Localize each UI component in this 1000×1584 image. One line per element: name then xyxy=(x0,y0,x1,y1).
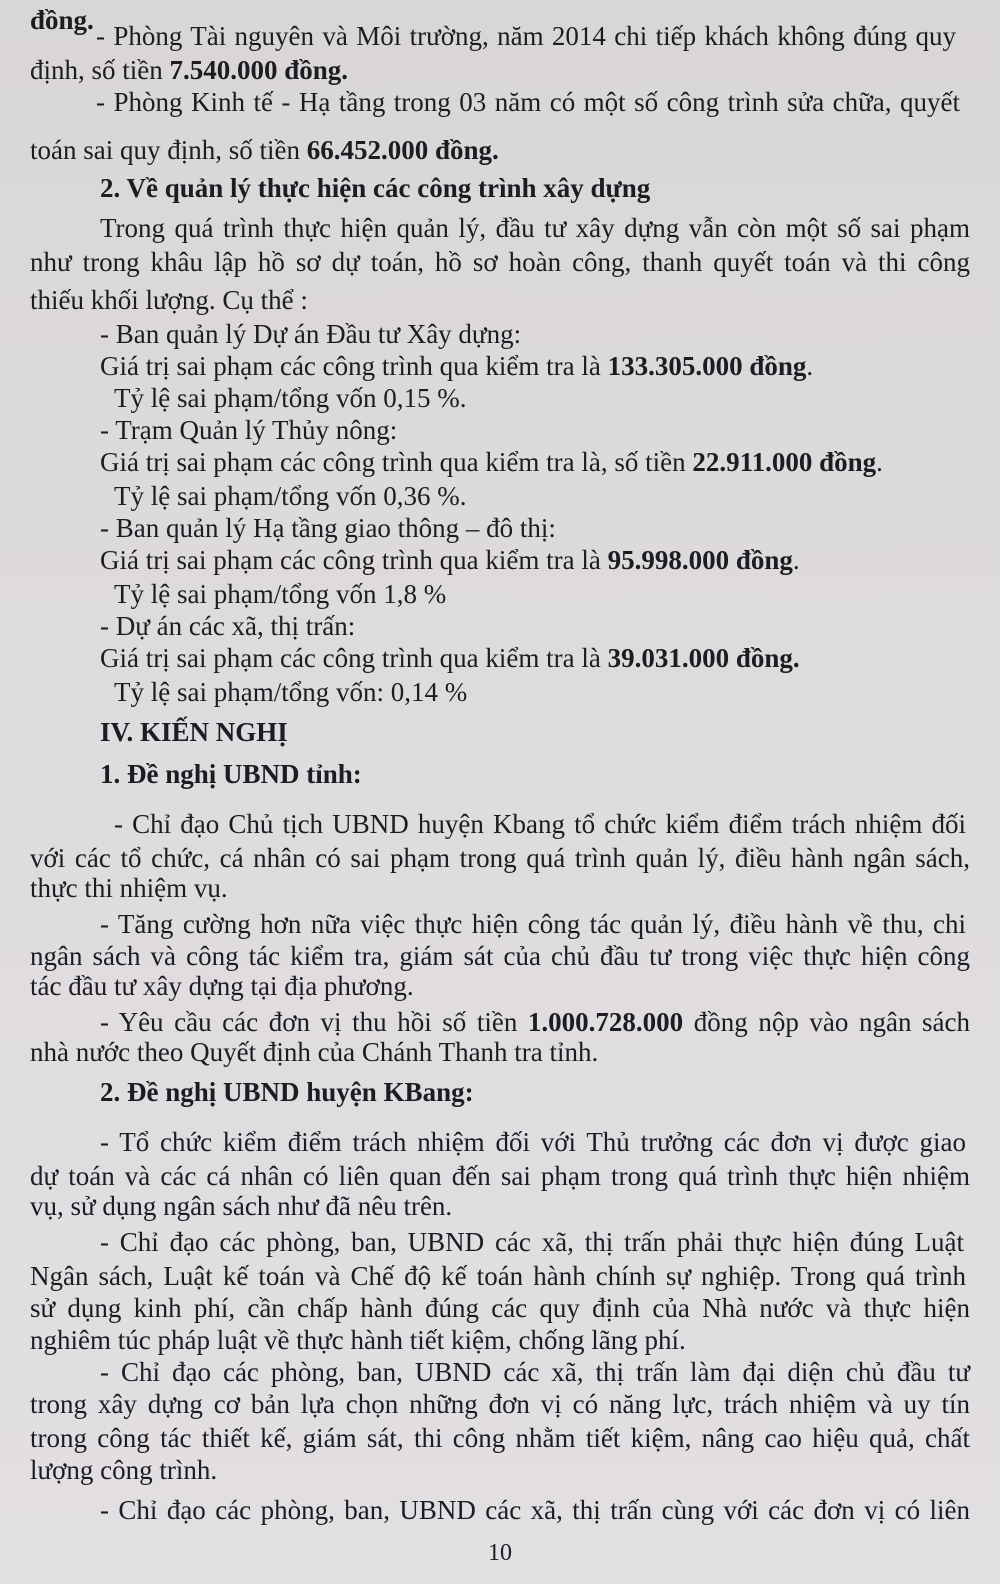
text-line: dự toán và các cá nhân có liên quan đến sai phạm trong quá trình thực hiện nhiệm xyxy=(30,1161,970,1191)
text-line: Tỷ lệ sai phạm/tổng vốn 1,8 % xyxy=(114,579,447,609)
text-line: Trong quá trình thực hiện quản lý, đầu tư xây dựng vẫn còn một số sai phạm xyxy=(100,213,970,243)
text-line: - Tổ chức kiểm điểm trách nhiệm đối với Thủ trưởng các đơn vị được giao xyxy=(100,1127,966,1157)
text-line: thiếu khối lượng. Cụ thể : xyxy=(30,285,308,315)
text-line: Giá trị sai phạm các công trình qua kiểm tra là 95.998.000 đồng. xyxy=(100,545,800,575)
text-line: với các tổ chức, cá nhân có sai phạm trong quá trình quản lý, điều hành ngân sách, xyxy=(30,843,970,873)
text-line: Giá trị sai phạm các công trình qua kiểm tra là 39.031.000 đồng. xyxy=(100,643,800,673)
text-line: Giá trị sai phạm các công trình qua kiểm tra là, số tiền 22.911.000 đồng. xyxy=(100,447,883,477)
text-line: - Tăng cường hơn nữa việc thực hiện công tác quản lý, điều hành về thu, chi xyxy=(100,909,966,939)
text-line: Giá trị sai phạm các công trình qua kiểm tra là 133.305.000 đồng. xyxy=(100,351,814,381)
text-line: như trong khâu lập hồ sơ dự toán, hồ sơ hoàn công, thanh quyết toán và thi công xyxy=(30,247,970,277)
text-line: Tỷ lệ sai phạm/tổng vốn 0,15 %. xyxy=(114,383,467,413)
text-line: - Ban quản lý Dự án Đầu tư Xây dựng: xyxy=(100,319,522,349)
text-line: ngân sách và công tác kiểm tra, giám sát của chủ đầu tư trong việc thực hiện công xyxy=(30,941,970,971)
section-heading: 2. Đề nghị UBND huyện KBang: xyxy=(100,1077,474,1107)
text-line: trong xây dựng cơ bản lựa chọn những đơn vị có năng lực, trách nhiệm và uy tín xyxy=(30,1389,970,1419)
text-line: nhà nước theo Quyết định của Chánh Thanh tra tỉnh. xyxy=(30,1037,599,1067)
text-line: Tỷ lệ sai phạm/tổng vốn: 0,14 % xyxy=(114,677,468,707)
text-line: - Ban quản lý Hạ tầng giao thông – đô thị: xyxy=(100,513,556,543)
text-line: - Dự án các xã, thị trấn: xyxy=(100,611,356,641)
text-line: vụ, sử dụng ngân sách như đã nêu trên. xyxy=(30,1191,453,1221)
section-heading: IV. KIẾN NGHỊ xyxy=(100,717,288,747)
text-line: lượng công trình. xyxy=(30,1455,218,1485)
text-line: - Chỉ đạo các phòng, ban, UBND các xã, thị trấn làm đại diện chủ đầu tư xyxy=(100,1357,970,1387)
text-line: - Trạm Quản lý Thủy nông: xyxy=(100,415,398,445)
section-heading: 2. Về quản lý thực hiện các công trình xây dựng xyxy=(100,173,651,203)
page-number: 10 xyxy=(488,1540,512,1566)
text-line: - Chỉ đạo các phòng, ban, UBND các xã, thị trấn cùng với các đơn vị có liên xyxy=(100,1495,970,1525)
text-line: định, số tiền 7.540.000 đồng. xyxy=(30,55,349,85)
text-line: - Chỉ đạo Chủ tịch UBND huyện Kbang tổ chức kiểm điểm trách nhiệm đối xyxy=(114,809,966,839)
text-line: nghiêm túc pháp luật về thực hành tiết kiệm, chống lãng phí. xyxy=(30,1325,686,1355)
section-heading: 1. Đề nghị UBND tỉnh: xyxy=(100,759,362,789)
text-line: thực thi nhiệm vụ. xyxy=(30,873,228,903)
text-line: đồng. xyxy=(30,5,94,35)
text-line: trong công tác thiết kế, giám sát, thi công nhằm tiết kiệm, nâng cao hiệu quả, chất xyxy=(30,1423,970,1453)
text-line: tác đầu tư xây dựng tại địa phương. xyxy=(30,971,414,1001)
text-line: Ngân sách, Luật kế toán và Chế độ kế toán hành chính sự nghiệp. Trong quá trình xyxy=(30,1261,966,1291)
text-line: Tỷ lệ sai phạm/tổng vốn 0,36 %. xyxy=(114,481,467,511)
text-line: - Yêu cầu các đơn vị thu hồi số tiền 1.000.728.000 đồng nộp vào ngân sách xyxy=(100,1007,970,1037)
text-line: - Phòng Kinh tế - Hạ tầng trong 03 năm có một số công trình sửa chữa, quyết xyxy=(96,87,960,117)
text-line: sử dụng kinh phí, cần chấp hành đúng các quy định của Nhà nước và thực hiện xyxy=(30,1293,970,1323)
text-line: - Chỉ đạo các phòng, ban, UBND các xã, thị trấn phải thực hiện đúng Luật xyxy=(100,1227,964,1257)
text-line: toán sai quy định, số tiền 66.452.000 đồng. xyxy=(30,135,499,165)
text-line: - Phòng Tài nguyên và Môi trường, năm 2014 chi tiếp khách không đúng quy xyxy=(96,21,956,51)
